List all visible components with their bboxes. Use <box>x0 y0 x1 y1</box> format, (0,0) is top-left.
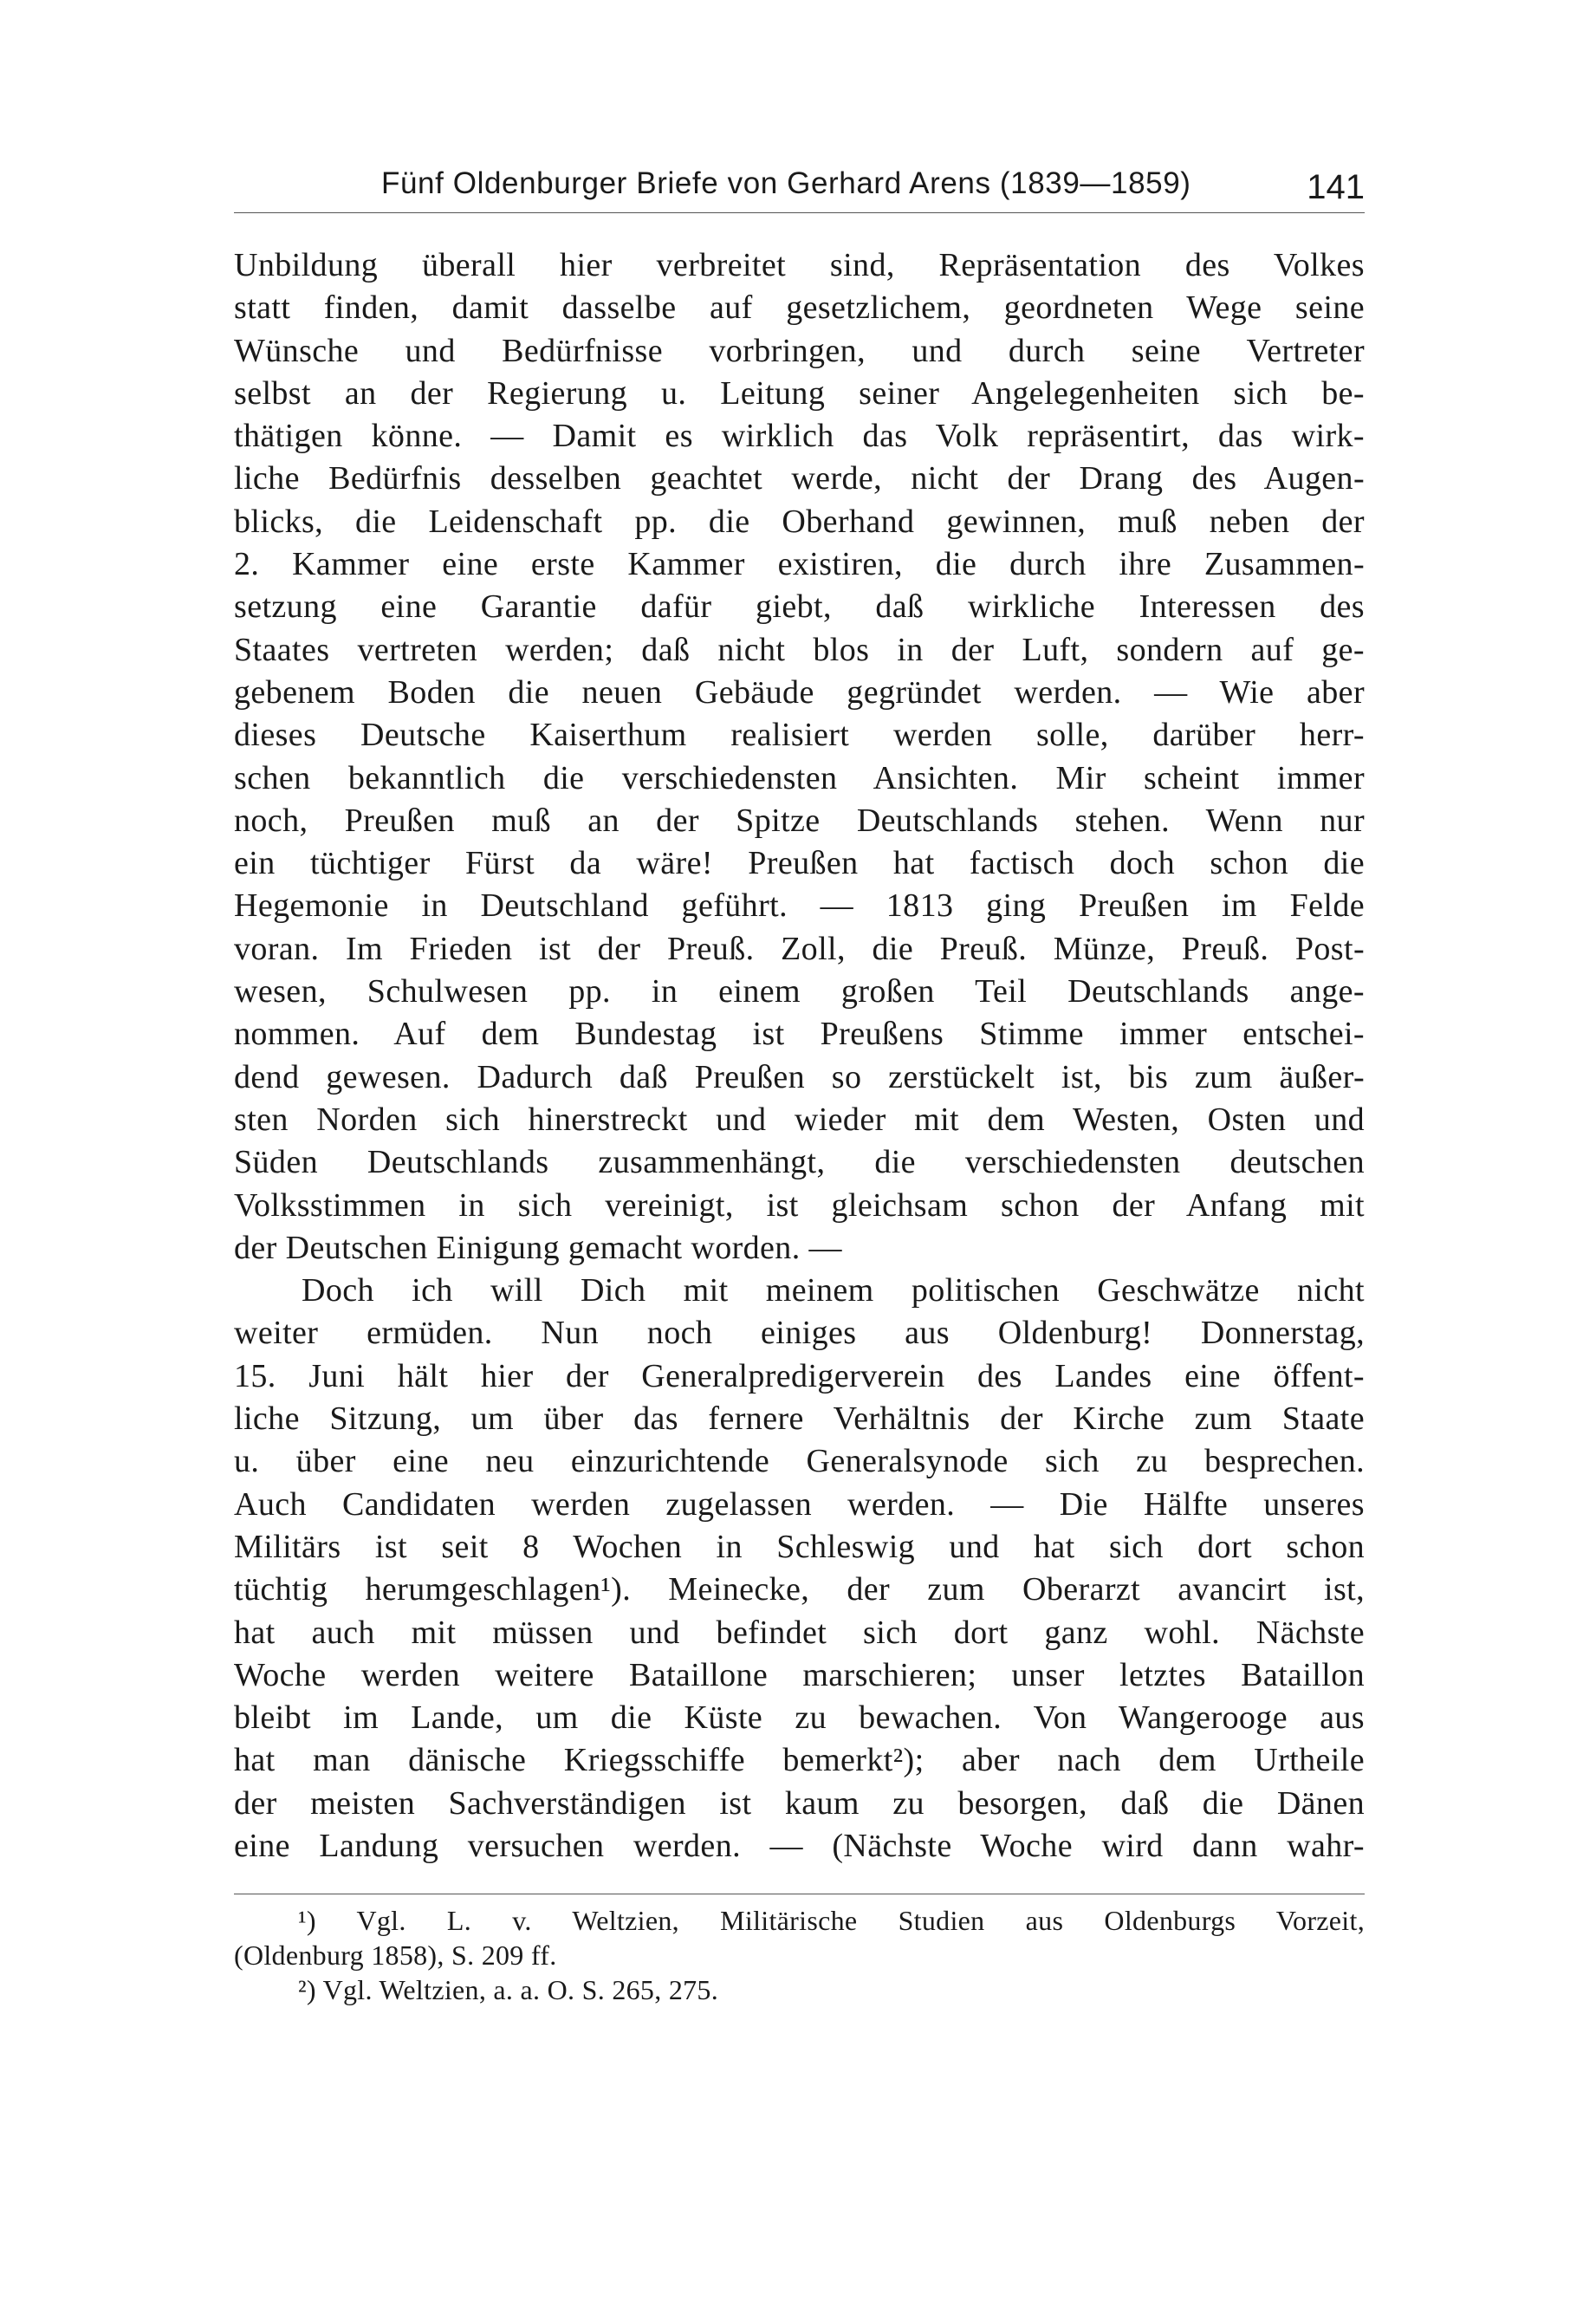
text-line: hat man dänische Kriegsschiffe bemerkt²); aber nach dem Urtheile <box>234 1742 1365 1779</box>
text-line: Staates vertreten werden; daß nicht blos in der Luft, sondern auf ge- <box>234 631 1365 668</box>
text-line: weiter ermüden. Nun noch einiges aus Oldenburg! Donnerstag, <box>234 1315 1365 1352</box>
text-line: voran. Im Frieden ist der Preuß. Zoll, die Preuß. Münze, Preuß. Post- <box>234 930 1365 967</box>
text-line: der Deutschen Einigung gemacht worden. — <box>234 1229 842 1266</box>
text-line: liche Sitzung, um über das fernere Verhältnis der Kirche zum Staate <box>234 1400 1365 1438</box>
text-line: liche Bedürfnis desselben geachtet werde, nicht der Drang des Augen- <box>234 460 1365 497</box>
text-line: 2. Kammer eine erste Kammer existiren, die durch ihre Zusammen- <box>234 546 1365 583</box>
text-line: dieses Deutsche Kaiserthum realisiert werden solle, darüber herr- <box>234 717 1365 754</box>
footnotes <box>234 1903 1365 2007</box>
text-line: Wünsche und Bedürfnisse vorbringen, und durch seine Vertreter <box>234 332 1365 369</box>
text-line: Hegemonie in Deutschland geführt. — 1813 ging Preußen im Felde <box>234 887 1365 925</box>
text-line: der meisten Sachverständigen ist kaum zu besorgen, daß die Dänen <box>234 1784 1365 1822</box>
text-line: 15. Juni hält hier der Generalpredigerverein des Landes eine öffent- <box>234 1357 1365 1394</box>
text-line: dend gewesen. Dadurch daß Preußen so zerstückelt ist, bis zum äußer- <box>234 1058 1365 1095</box>
text-line: gebenem Boden die neuen Gebäude gegründet werden. — Wie aber <box>234 673 1365 711</box>
footnote-1-continuation: (Oldenburg 1858), S. 209 ff. <box>234 1939 557 1971</box>
text-line: Unbildung überall hier verbreitet sind, Repräsentation des Volkes <box>234 247 1365 283</box>
text-line: bleibt im Lande, um die Küste zu bewachen. Von Wangerooge aus <box>234 1699 1365 1737</box>
text-line: Volksstimmen in sich vereinigt, ist gleichsam schon der Anfang mit <box>234 1186 1365 1224</box>
text-line: u. über eine neu einzurichtende Generalsynode sich zu besprechen. <box>234 1443 1365 1480</box>
text-line: eine Landung versuchen werden. — (Nächste Woche wird dann wahr- <box>234 1827 1365 1864</box>
text-line: selbst an der Regierung u. Leitung seiner Angelegenheiten sich be- <box>234 374 1365 412</box>
text-line: noch, Preußen muß an der Spitze Deutschlands stehen. Wenn nur <box>234 802 1365 839</box>
text-line: wesen, Schulwesen pp. in einem großen Teil Deutschlands ange- <box>234 973 1365 1010</box>
running-head <box>234 161 1365 213</box>
text-line: hat auch mit müssen und befindet sich dort ganz wohl. Nächste <box>234 1614 1365 1651</box>
text-line: statt finden, damit dasselbe auf gesetzlichem, geordneten Wege seine <box>234 289 1365 327</box>
header-rule <box>234 212 1365 213</box>
body-text <box>234 244 1365 1868</box>
text-line: Auch Candidaten werden zugelassen werden. — Die Hälfte unseres <box>234 1485 1365 1523</box>
page-number: 141 <box>1307 168 1365 206</box>
text-line: Woche werden weitere Bataillone marschieren; unser letztes Bataillon <box>234 1656 1365 1693</box>
running-title: Fünf Oldenburger Briefe von Gerhard Arens (1839—1859) <box>381 166 1191 200</box>
text-line: setzung eine Garantie dafür giebt, daß wirkliche Interessen des <box>234 588 1365 626</box>
text-line: ein tüchtiger Fürst da wäre! Preußen hat factisch doch schon die <box>234 845 1365 882</box>
text-line: thätigen könne. — Damit es wirklich das Volk repräsentirt, das wirk- <box>234 418 1365 455</box>
footnote-1: ¹) Vgl. L. v. Weltzien, Militärische Studien aus Oldenburgs Vorzeit, <box>298 1905 1365 1936</box>
text-line: sten Norden sich hinerstreckt und wieder mit dem Westen, Osten und <box>234 1101 1365 1138</box>
text-line: nommen. Auf dem Bundestag ist Preußens Stimme immer entschei- <box>234 1016 1365 1053</box>
text-line: Militärs ist seit 8 Wochen in Schleswig und hat sich dort schon <box>234 1528 1365 1565</box>
text-line: schen bekanntlich die verschiedensten Ansichten. Mir scheint immer <box>234 759 1365 796</box>
text-line: blicks, die Leidenschaft pp. die Oberhand gewinnen, muß neben der <box>234 503 1365 540</box>
footnote-2: ²) Vgl. Weltzien, a. a. O. S. 265, 275. <box>298 1974 719 2005</box>
paragraph-start-line: Doch ich will Dich mit meinem politischen Geschwätze nicht <box>302 1272 1365 1309</box>
text-line: tüchtig herumgeschlagen¹). Meinecke, der zum Oberarzt avancirt ist, <box>234 1571 1365 1608</box>
text-line: Süden Deutschlands zusammenhängt, die verschiedensten deutschen <box>234 1144 1365 1181</box>
